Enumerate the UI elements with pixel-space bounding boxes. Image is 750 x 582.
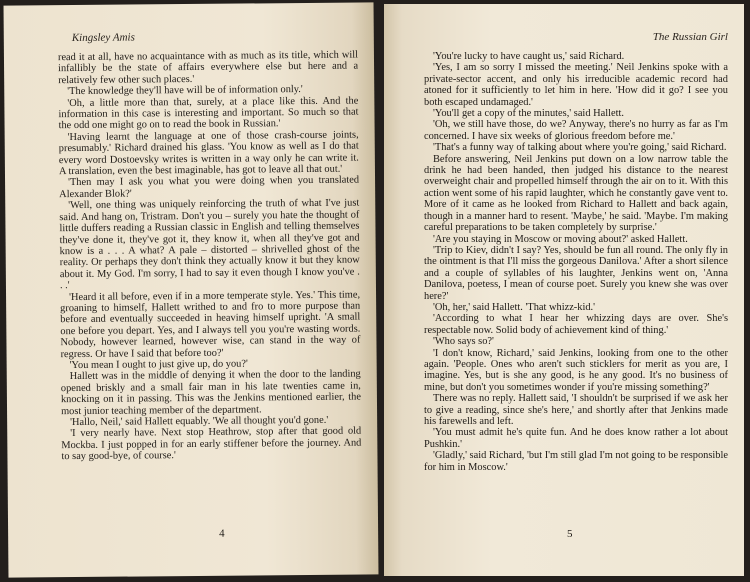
paragraph: There was no reply. Hallett said, 'I shouldn't be surprised if we ask her to give a reading, since she's here,' and shortly after that Jenkins made his farewells and left. — [424, 393, 728, 427]
paragraph: 'Hallo, Neil,' said Hallett equably. 'We all thought you'd gone.' — [70, 414, 329, 429]
running-head-title: The Russian Girl — [652, 31, 728, 43]
paragraph: 'The knowledge they'll have will be of information only.' — [67, 84, 303, 98]
paragraph: Hallett was in the middle of denying it when the door to the landing opened briskly and a small fair man in his late twenties came in, knocking on it in passing. This was the Jenkins mentioned earlier, the most junior teaching member of the department. — [60, 368, 361, 417]
paragraph: 'Trip to Kiev, didn't I say? Yes, should be fun all round. The only fly in the ointment is that I'll miss the gorgeous Danilova.' After a short silence and a couple of syllables of his laughter, Jenkins went on, 'Anna Danilova, poetess, I mean of course poet. Surely you knew she was over here?' — [424, 244, 728, 302]
right-page-body — [424, 51, 728, 473]
paragraph: 'Then may I ask you what you were doing when you translated Alexander Blok?' — [59, 174, 360, 201]
paragraph: 'You mean I ought to just give up, do you?' — [69, 358, 248, 372]
paragraph: 'Heard it all before, even if in a more temperate style. Yes.' This time, groaning to himself, Hallett writhed to and fro to more purpose than before and eventually succeeded in heaving himself upright. 'A small one before you depart. Yes, and I always tell you you're wasting words. Nobody, however learned, however wise, can stand in the way of regress. Or have I said that before too?' — [60, 289, 361, 360]
paragraph: 'Oh, a little more than that, surely, at a place like this. And the information in this case is interesting and important. So much so that the odd one might go on to read the book in Russian.' — [58, 95, 359, 132]
running-head-author: Kingsley Amis — [71, 31, 135, 45]
paragraph: 'I don't know, Richard,' said Jenkins, looking from one to the other again. 'People. Ones who aren't such sticklers for merit as you are, I imagine. Yes, but is she any good, is he any good. It's no business of mine, but don't you sometimes wonder if you're missing something?' — [424, 347, 728, 393]
paragraph: 'Having learnt the language at one of those crash-course joints, presumably.' Richard drained his glass. 'You know as well as I do that every word Dostoevsky writes is written in a way only he can write it. A translation, even the best imaginable, has got to leave all that out.' — [58, 129, 359, 178]
paragraph: 'Gladly,' said Richard, 'but I'm still glad I'm not going to be responsible for him in Moscow.' — [424, 450, 728, 473]
paragraph: 'Who says so?' — [433, 336, 494, 348]
paragraph: 'You're lucky to have caught us,' said Richard. — [433, 51, 625, 62]
paragraph: 'Well, one thing was uniquely reinforcing the truth of what I've just said. And hang on, Tristram. Don't you – surely you hate the thought of little duffers reading a Russian classic in English and telling themselves they've done it, they've got it, they know it, when all they've got and know is a . . . A what? A pale – distorted – shrivelled ghost of the reality. Or perhaps they don't think they actually know it but they know about it. My God. I'm sorry, I had to say it even though I know you've . . .' — [59, 197, 360, 292]
paragraph: 'Oh, her,' said Hallett. 'That whizz-kid.' — [433, 301, 596, 313]
left-page — [4, 2, 379, 577]
paragraph: read it at all, have no acquaintance with as much as its title, which will infallibly be the state of affairs everywhere else but here and a relatively few other such places.' — [57, 49, 359, 86]
page-number: 5 — [567, 528, 573, 540]
page-number: 4 — [219, 527, 225, 540]
left-page-body — [58, 50, 362, 463]
paragraph: 'Yes, I am so sorry I missed the meeting.' Neil Jenkins spoke with a private-sector accent, and only his irreducible academic record had atoned for it sufficiently to let him in here. 'How did it go? I see you both escaped undamaged.' — [424, 62, 728, 108]
paragraph: Before answering, Neil Jenkins put down on a low narrow table the drink he had been handed, then judged his distance to the nearest overweight chair and propelled himself through the air on to it. With this action went some of his rapid laughter, which he constantly gave vent to. More of it came as he looked from Richard to Hallett and back again, though in a manner hard to resent. 'Maybe,' he said. 'Maybe. I'm making careful preparations to be taken completely by surprise.' — [424, 153, 728, 234]
paragraph: 'Are you staying in Moscow or moving about?' asked Hallett. — [433, 233, 688, 245]
paragraph: 'According to what I hear her whizzing days are over. She's respectable now. Solid body of achievement kind of thing.' — [424, 313, 728, 336]
paragraph: 'You must admit he's quite fun. And he does know rather a lot about Pushkin.' — [424, 427, 728, 450]
paragraph: 'I very nearly have. Next stop Heathrow, stop after that good old Mockba. I just popped in for an early stiffener before the journey. And to say good-bye, of course.' — [61, 425, 362, 463]
right-page — [384, 4, 744, 576]
paragraph: 'Oh, we still have those, do we? Anyway, there's no hurry as far as I'm concerned. I have six weeks of glorious freedom before me.' — [424, 119, 728, 142]
paragraph: 'That's a funny way of talking about where you're going,' said Richard. — [433, 142, 727, 154]
paragraph: 'You'll get a copy of the minutes,' said Hallett. — [433, 108, 624, 120]
